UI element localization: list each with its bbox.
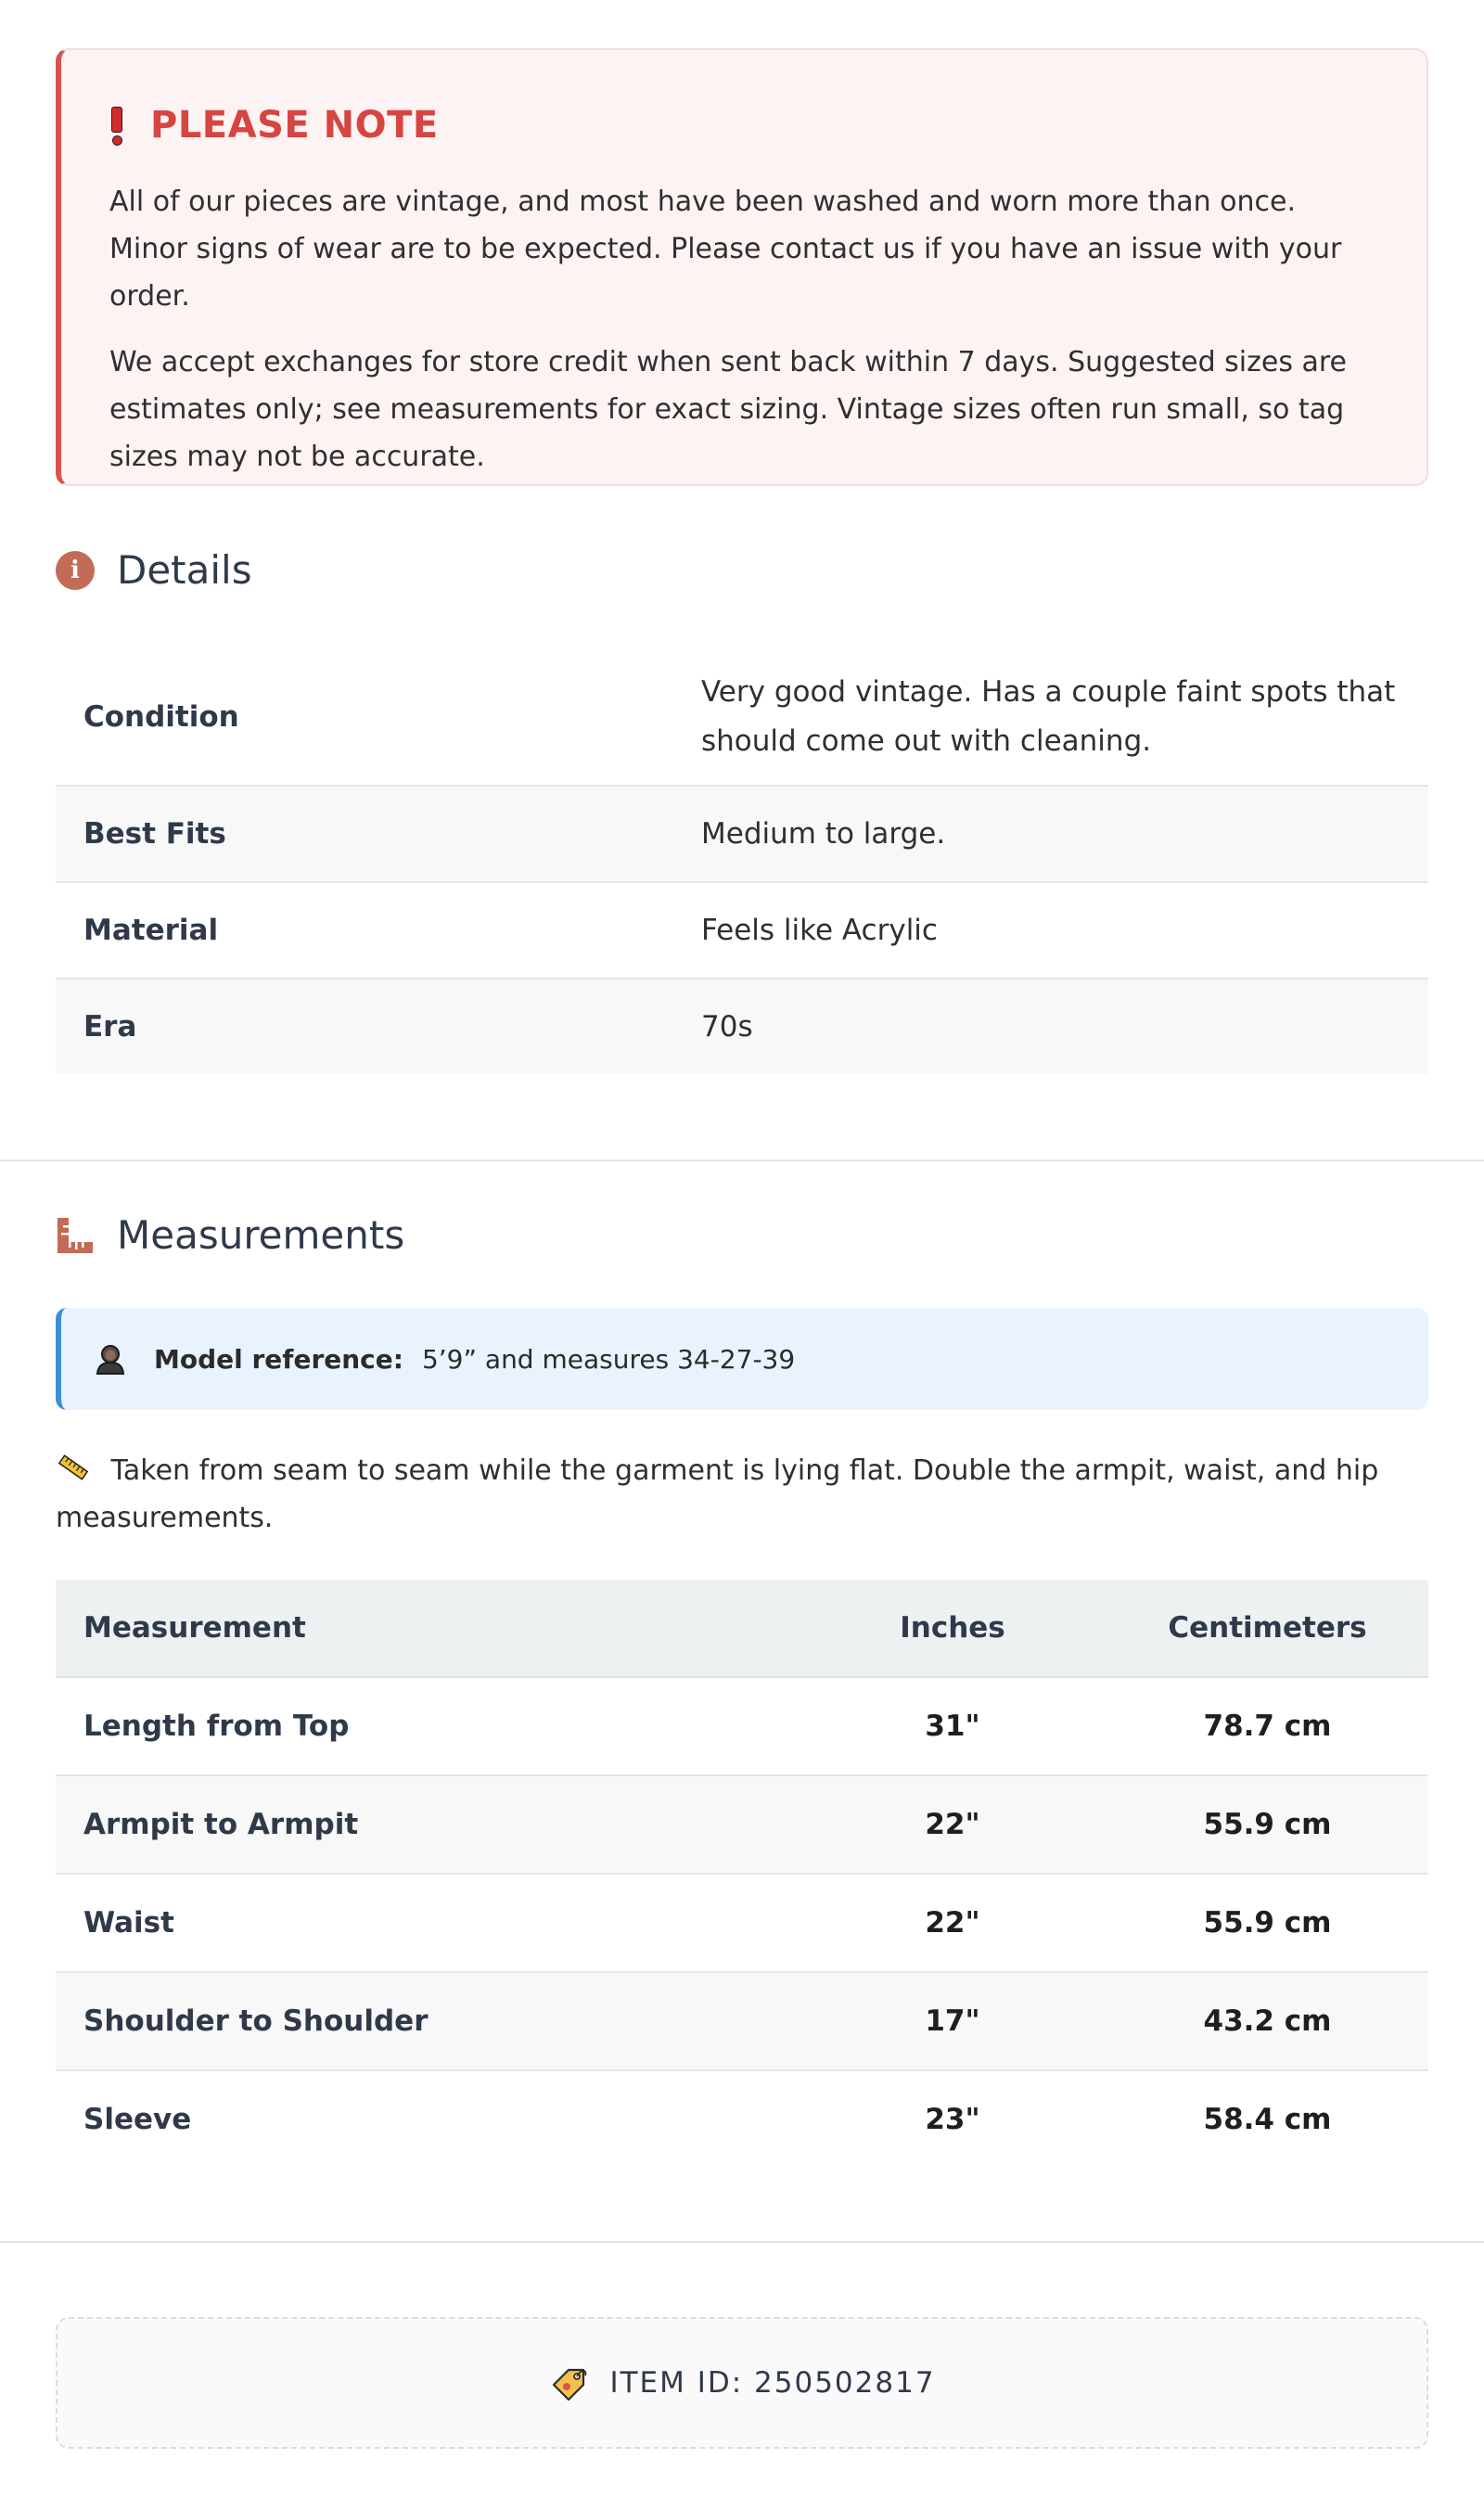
details-row-material bbox=[56, 882, 1428, 979]
details-heading bbox=[56, 547, 252, 593]
notice-paragraph-2: We accept exchanges for store credit when sent back within 7 days. Suggested sizes are estimates only; see measurements for exact sizing. Vintage sizes often run small, so tag sizes may not be accurate. bbox=[109, 346, 1348, 473]
measurement-cm: 55.9 cm bbox=[1107, 1874, 1428, 1972]
measurements-header-row bbox=[56, 1580, 1428, 1677]
measurements-table bbox=[56, 1580, 1428, 2168]
measurements-heading bbox=[56, 1212, 404, 1258]
tag-icon bbox=[548, 2363, 589, 2403]
details-value: Medium to large. bbox=[673, 786, 1428, 882]
details-value: Feels like Acrylic bbox=[673, 882, 1428, 979]
please-note-title: PLEASE NOTE bbox=[150, 104, 439, 147]
measurement-name: Length from Top bbox=[56, 1677, 799, 1775]
details-value: Very good vintage. Has a couple faint spots that should come out with cleaning. bbox=[673, 649, 1428, 786]
column-header-inches: Inches bbox=[799, 1580, 1107, 1677]
person-icon bbox=[95, 1343, 126, 1375]
column-header-measurement: Measurement bbox=[56, 1580, 799, 1677]
details-title: Details bbox=[117, 547, 252, 593]
details-label: Era bbox=[56, 979, 673, 1074]
please-note-callout bbox=[56, 48, 1428, 486]
measurement-cm: 55.9 cm bbox=[1107, 1775, 1428, 1874]
details-label: Best Fits bbox=[56, 786, 673, 882]
details-row-best-fits bbox=[56, 786, 1428, 882]
measurement-inches: 22" bbox=[799, 1775, 1107, 1874]
item-id-box bbox=[56, 2317, 1428, 2449]
measurement-note-text: Taken from seam to seam while the garment is lying flat. Double the armpit, waist, and hip measurements. bbox=[56, 1454, 1379, 1534]
ruler-icon bbox=[56, 1216, 95, 1255]
measurements-title: Measurements bbox=[117, 1212, 405, 1258]
details-value: 70s bbox=[673, 979, 1428, 1074]
measurement-cm: 58.4 cm bbox=[1203, 2103, 1332, 2136]
measurement-name: Shoulder to Shoulder bbox=[56, 1972, 799, 2070]
details-row-condition bbox=[56, 649, 1428, 786]
notice-paragraph-1: All of our pieces are vintage, and most have been washed and worn more than once. Minor signs of wear are to be expected. Please contact us if you have an issue with your order. bbox=[109, 186, 1342, 313]
measurement-inches: 23" bbox=[925, 2103, 980, 2136]
table-row bbox=[56, 1874, 1428, 1972]
measurement-name: Armpit to Armpit bbox=[56, 1775, 799, 1874]
measurement-inches: 17" bbox=[799, 1972, 1107, 2070]
pencil-icon bbox=[56, 1450, 91, 1485]
section-divider bbox=[0, 1159, 1484, 1161]
details-table bbox=[56, 649, 1428, 1074]
table-row bbox=[56, 1677, 1428, 1775]
table-row bbox=[56, 1775, 1428, 1874]
column-header-centimeters: Centimeters bbox=[1107, 1580, 1428, 1677]
section-divider bbox=[0, 2241, 1484, 2243]
measurement-cm: 78.7 cm bbox=[1107, 1677, 1428, 1775]
measurement-note bbox=[56, 1447, 1428, 1542]
measurement-cm: 43.2 cm bbox=[1107, 1972, 1428, 2070]
table-row bbox=[56, 1972, 1428, 2070]
item-id-label: ITEM ID: 250502817 bbox=[609, 2366, 936, 2400]
model-reference-label: Model reference: bbox=[154, 1343, 403, 1375]
details-label: Material bbox=[56, 882, 673, 979]
exclamation-icon bbox=[109, 107, 122, 144]
measurement-inches: 22" bbox=[799, 1874, 1107, 1972]
measurement-inches: 31" bbox=[799, 1677, 1107, 1775]
measurement-name: Waist bbox=[56, 1874, 799, 1972]
please-note-heading bbox=[109, 104, 1378, 147]
details-label: Condition bbox=[56, 649, 673, 786]
table-row bbox=[56, 2070, 1428, 2168]
model-reference-callout bbox=[56, 1308, 1428, 1410]
measurement-name: Sleeve bbox=[83, 2103, 192, 2136]
info-icon: i bbox=[56, 551, 95, 590]
model-reference-value: 5’9” and measures 34-27-39 bbox=[421, 1343, 796, 1375]
details-row-era bbox=[56, 979, 1428, 1074]
